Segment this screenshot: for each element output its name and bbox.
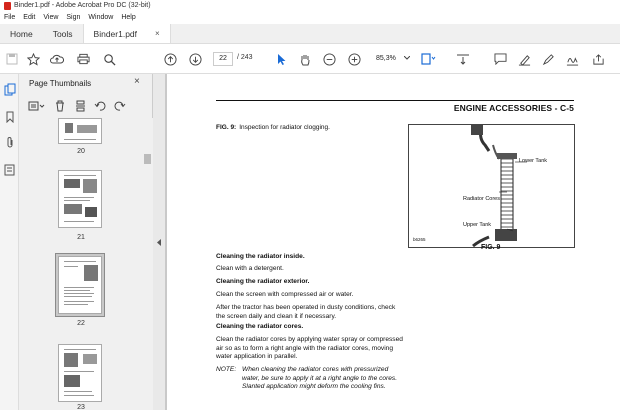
- menu-window[interactable]: Window: [88, 14, 114, 21]
- hand-tool-icon[interactable]: [297, 51, 313, 67]
- delete-page-icon[interactable]: [53, 99, 67, 113]
- note-text: When cleaning the radiator cores with pressurized water, be sure to apply it at a right angle to the cores. Slanted application might deform the cooling fins.: [242, 366, 398, 390]
- thumbnail-options-icon[interactable]: [27, 99, 47, 113]
- thumbnail-page-22[interactable]: [58, 256, 102, 314]
- rotate-left-icon[interactable]: [93, 99, 107, 113]
- thumbnail-label-20: 20: [77, 148, 85, 155]
- panel-close-icon[interactable]: ×: [134, 76, 140, 87]
- page-fit-icon[interactable]: [420, 51, 436, 67]
- menu-help[interactable]: Help: [121, 14, 136, 21]
- sign-icon[interactable]: [564, 51, 580, 67]
- comment-icon[interactable]: [492, 51, 508, 67]
- find-search-icon[interactable]: [101, 51, 117, 67]
- heading-radiator-cores: Cleaning the radiator cores.: [216, 323, 304, 330]
- menu-view[interactable]: View: [43, 14, 59, 21]
- text-radiator-exterior: Clean the screen with compressed air or water.: [216, 291, 354, 298]
- bookmarks-icon[interactable]: [3, 110, 16, 123]
- pdf-page: [167, 74, 620, 410]
- left-navigation-rail: [0, 74, 19, 410]
- collapse-left-icon[interactable]: [157, 239, 162, 246]
- bookmark-star-icon[interactable]: [25, 51, 41, 67]
- panel-toolbar: [19, 96, 153, 116]
- share-icon[interactable]: [590, 51, 606, 67]
- rotate-right-icon[interactable]: [113, 99, 127, 113]
- page-thumbnails-panel: [19, 74, 153, 410]
- label-radiator-cores: Radiator Cores: [463, 196, 500, 202]
- text-dusty-conditions: After the tractor has been operated in dusty conditions, check the screen daily and clean it if necessary.: [216, 304, 396, 320]
- acrobat-app-icon: [4, 2, 11, 10]
- select-cursor-icon[interactable]: [273, 51, 289, 67]
- heading-radiator-inside: Cleaning the radiator inside.: [216, 253, 305, 260]
- tab-home-label: Home: [10, 28, 33, 39]
- thumbnail-list: [19, 118, 143, 410]
- tab-tools-label: Tools: [52, 28, 73, 39]
- thumbnail-page-23[interactable]: [58, 344, 102, 402]
- zoom-in-icon[interactable]: [346, 51, 362, 67]
- zoom-chevron-down-icon[interactable]: [403, 51, 411, 65]
- menu-edit[interactable]: Edit: [23, 14, 36, 21]
- figure-caption-text: Inspection for radiator clogging.: [239, 124, 330, 131]
- menu-file[interactable]: File: [4, 14, 16, 21]
- label-upper-tank: Upper Tank: [463, 222, 492, 228]
- document-view[interactable]: [165, 74, 620, 410]
- figure-frame: [408, 124, 575, 248]
- title-bar: [0, 0, 620, 11]
- thumbnail-label-23: 23: [77, 404, 85, 410]
- thumbnail-label-22: 22: [77, 320, 85, 327]
- tab-tools[interactable]: [43, 24, 83, 43]
- page-number-input[interactable]: 22: [213, 52, 233, 66]
- panel-title: Page Thumbnails: [29, 79, 92, 88]
- tab-document[interactable]: [83, 24, 171, 43]
- highlight-pen-icon[interactable]: [516, 51, 532, 67]
- thumbnail-scrollbar-thumb[interactable]: [144, 154, 151, 164]
- next-page-icon[interactable]: [187, 51, 203, 67]
- previous-page-icon[interactable]: [162, 51, 178, 67]
- save-icon[interactable]: [4, 51, 20, 67]
- text-radiator-inside: Clean with a detergent.: [216, 265, 284, 272]
- zoom-dropdown[interactable]: 85,3%: [376, 55, 396, 62]
- zoom-out-icon[interactable]: [321, 51, 337, 67]
- heading-radiator-exterior: Cleaning the radiator exterior.: [216, 278, 310, 285]
- page-header-title: ENGINE ACCESSORIES - C-5: [453, 103, 574, 113]
- tab-document-label: Binder1.pdf: [93, 28, 138, 39]
- window-title: Binder1.pdf - Adobe Acrobat Pro DC (32-bit): [14, 2, 151, 9]
- main-toolbar: [0, 44, 620, 74]
- figure-number: FIG. 9: [481, 244, 501, 251]
- label-lower-tank: Lower Tank: [519, 158, 548, 164]
- tab-home[interactable]: [0, 24, 43, 43]
- thumbnail-label-21: 21: [77, 234, 85, 241]
- radiator-illustration: [409, 125, 574, 247]
- header-rule: [216, 100, 574, 101]
- thumbnail-page-21[interactable]: [58, 170, 102, 228]
- panel-collapse-handle[interactable]: [153, 74, 165, 410]
- tab-close-icon[interactable]: ×: [155, 29, 160, 38]
- tab-bar: [0, 24, 620, 44]
- upload-cloud-icon[interactable]: [49, 51, 65, 67]
- page-total: / 243: [237, 54, 253, 61]
- figure-caption: [216, 124, 330, 131]
- layers-icon[interactable]: [3, 163, 16, 176]
- figure-caption-label: FIG. 9:: [216, 124, 237, 131]
- note-label: NOTE:: [216, 366, 237, 373]
- menu-bar: [0, 11, 620, 24]
- text-radiator-cores: Clean the radiator cores by applying water spray or compressed air so as to form a right angle with the radiator cores, moving water application in parallel.: [216, 336, 403, 360]
- attachments-icon[interactable]: [3, 136, 16, 149]
- thumbnail-page-20[interactable]: [58, 118, 102, 144]
- print-icon[interactable]: [75, 51, 91, 67]
- figure-code: b6265: [413, 237, 426, 242]
- draw-icon[interactable]: [540, 51, 556, 67]
- scroll-mode-icon[interactable]: [455, 51, 471, 67]
- thumbnail-scrollbar[interactable]: [143, 118, 153, 410]
- page-thumbnails-icon[interactable]: [3, 83, 16, 96]
- insert-page-icon[interactable]: [73, 99, 87, 113]
- menu-sign[interactable]: Sign: [66, 14, 81, 21]
